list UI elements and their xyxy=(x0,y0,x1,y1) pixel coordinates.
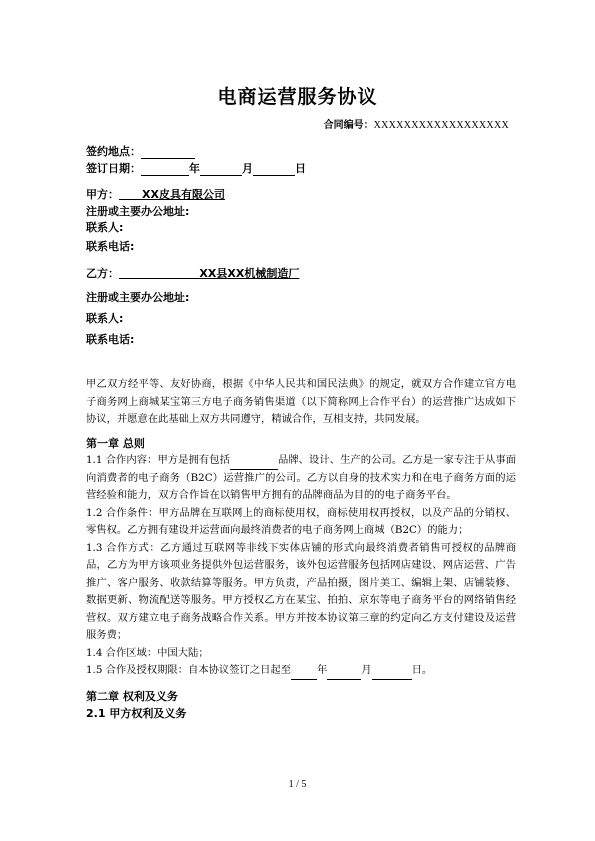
month-label: 月 xyxy=(242,162,253,175)
party-b-contact-label: 联系人: xyxy=(86,312,124,325)
page-number: 1 / 5 xyxy=(288,779,307,790)
year-blank xyxy=(141,163,189,176)
document-title: 电商运营服务协议 xyxy=(217,86,378,108)
party-b-label: 乙方： xyxy=(86,267,119,280)
clause-1-5: 1.5 合作及授权期限：自本协议签订之日起至 年 月 日。 xyxy=(86,662,516,680)
party-b-phone-label: 联系电话: xyxy=(86,333,135,346)
sign-place-label: 签约地点： xyxy=(86,145,141,158)
sign-date-label: 签订日期： xyxy=(86,162,141,175)
sign-place-line xyxy=(86,143,195,159)
chapter-2-heading: 第二章 权利及义务 xyxy=(86,689,178,703)
chapter-1-heading: 第一章 总则 xyxy=(86,436,145,450)
section-2-1-heading: 2.1 甲方权利及义务 xyxy=(86,707,187,720)
clause-1-2: 1.2 合作条件：甲方品牌在互联网上的商标使用权，商标使用权再授权，以及产品的分销权、零售权。乙方拥有建设并运营面向最终消费者的电子商务网上商城（B2C）的能力； xyxy=(86,506,516,536)
brand-blank xyxy=(230,458,278,470)
clause-1-4: 1.4 合作区域：中国大陆； xyxy=(86,646,209,659)
year-label: 年 xyxy=(189,162,200,175)
party-a-name: XX皮具有限公司 xyxy=(141,188,225,201)
party-b-address-label: 注册或主要办公地址: xyxy=(86,291,190,304)
month-blank xyxy=(200,163,242,176)
sign-date-line xyxy=(86,160,306,176)
contract-number xyxy=(324,116,509,131)
party-a-contact-label: 联系人: xyxy=(86,221,124,234)
clause-1-1: 1.1 合作内容：甲方是拥有包括 品牌、设计、生产的公司。乙方是一家专注于从事面向消费者的电子商务（B2C）运营推广的公司。乙方以自身的技术实力和在电子商务方面的运营经验和能力，双方合作旨在以销售甲方拥有的品牌商品为目的的电子商务平台。 xyxy=(86,454,516,501)
party-a-phone-label: 联系电话: xyxy=(86,240,135,253)
day-label: 日 xyxy=(295,162,306,175)
sign-place-blank xyxy=(141,146,195,159)
contract-number-label: 合同编号： xyxy=(323,120,374,131)
contract-number-value: XXXXXXXXXXXXXXXXXX xyxy=(373,120,509,131)
end-year-blank xyxy=(291,668,317,680)
end-day-blank xyxy=(372,668,412,680)
party-b-line xyxy=(86,265,299,281)
clause-1-3: 1.3 合作方式：乙方通过互联网等非线下实体店铺的形式向最终消费者销售可授权的品牌商品，乙方为甲方该项业务提供外包运营服务，该外包运营服务包括网店建设、网店运营、广告推广、客户服务、收款结算等服务。甲方负责，产品拍摄，图片美工、编辑上架、店铺装修、数据更新、物流配送等服务。甲方授权乙方在某宝、拍拍、京东等电子商务平台的网络销售经营权。双方建立电子商务战略合作关系。甲方并按本协议第三章的约定向乙方支付建设及运营服务费； xyxy=(86,541,516,641)
end-month-blank xyxy=(327,668,361,680)
day-blank xyxy=(253,163,295,176)
party-a-line xyxy=(86,186,225,202)
agreement-body xyxy=(86,376,516,723)
party-b-name: XX县XX机械制造厂 xyxy=(199,267,300,280)
party-a-address-label: 注册或主要办公地址: xyxy=(86,205,190,218)
party-a-label: 甲方： xyxy=(86,188,119,201)
preamble-paragraph: 甲乙双方经平等、友好协商，根据《中华人民共和国民法典》的规定，就双方合作建立官方电子商务网上商城某宝第三方电子商务销售渠道（以下简称网上合作平台）的运营推广达成如下协议，并愿意在此基础上双方共同遵守，精诚合作，互相支持，共同发展。 xyxy=(86,378,516,425)
